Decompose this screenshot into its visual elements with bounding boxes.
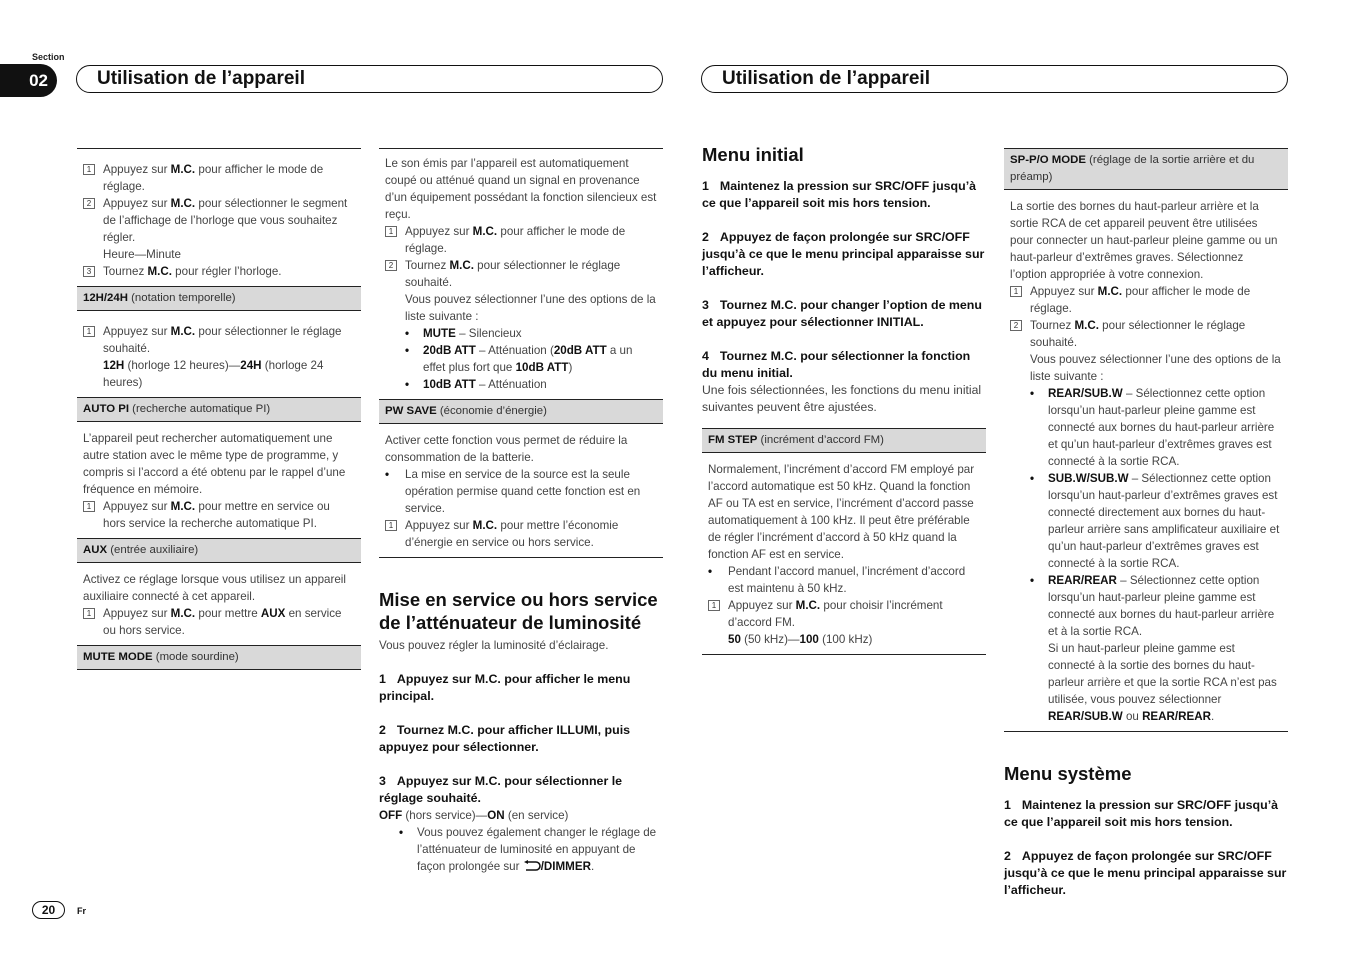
option-value: SUB.W/SUB.W (1048, 472, 1129, 485)
instruction-step (702, 178, 986, 212)
note-text: . (1211, 710, 1215, 723)
column-3 (702, 143, 986, 655)
page-number: 20 (32, 901, 65, 919)
step-text: Appuyez de façon prolongée sur SRC/OFF jusqu’à ce que le menu principal apparaisse sur l’afficheur. (702, 230, 985, 278)
rear-note (1010, 640, 1282, 725)
instruction-step (1004, 848, 1288, 899)
step (83, 195, 355, 246)
setting-box-sp-po-mode (1004, 148, 1288, 190)
option-text: – Sélectionnez cette option lorsqu’un haut-parleur pleine gamme est connecté aux bornes du haut-parleur arrière et à la sortie RCA. (1048, 574, 1275, 638)
step-number: 1 (385, 226, 397, 237)
option-line (379, 807, 663, 824)
right-page-title: Utilisation de l’appareil (701, 65, 1288, 93)
option-text: – Sélectionnez cette option lorsqu’un haut-parleur pleine gamme est connecté aux bornes du haut-parleur arrière et qu’un haut-parleur d’extrêmes graves est connecté à la sortie RCA. (1048, 387, 1275, 468)
list-item: • MUTE – Silencieux (405, 327, 522, 340)
setting-box-12h24h (77, 286, 361, 311)
clock-steps (77, 161, 361, 280)
setting-box-pw-save (379, 399, 663, 424)
step-number: 3 (379, 774, 386, 788)
instruction-step (379, 722, 663, 756)
option-value: 100 (799, 633, 819, 646)
setting-name: AUTO PI (83, 403, 129, 415)
note-text: Vous pouvez également changer le réglage de l’atténuateur de luminosité en appuyant de façon prolongée sur (417, 826, 657, 873)
step-key: M.C. (170, 197, 196, 210)
step-text: pour sélectionner le réglage souhaité. (405, 259, 621, 289)
step-number: 1 (379, 672, 386, 686)
section-label: Section (32, 52, 65, 62)
setting-name: PW SAVE (385, 405, 437, 417)
setting-box-mute-mode (77, 645, 361, 670)
option-value: ON (487, 809, 505, 822)
list-item: • La mise en service de la source est la seule opération permise quand cette fonction est en service. (385, 466, 657, 517)
step (1010, 283, 1282, 317)
option-value: 20dB ATT (423, 344, 476, 357)
button-name: /DIMMER (540, 860, 591, 873)
step-key: M.C. (472, 519, 498, 532)
step-key: M.C. (170, 325, 196, 338)
step-number: 1 (1004, 798, 1011, 812)
step-text: Tournez M.C. pour sélectionner la fonction du menu initial. (702, 349, 971, 380)
step-text: Appuyez sur (103, 197, 171, 210)
instruction-step (702, 229, 986, 280)
step-text: pour régler l’horloge. (171, 265, 282, 278)
option-text: a un effet plus fort que (423, 344, 633, 374)
step-number: 1 (385, 520, 397, 531)
step-text: Appuyez de façon prolongée sur SRC/OFF jusqu’à ce que le menu principal apparaisse sur l’afficheur. (1004, 849, 1287, 897)
bullet-text: La mise en service de la source est la seule opération permise quand cette fonction est en service. (405, 468, 641, 515)
paragraph: Une fois sélectionnées, les fonctions du menu initial suivantes peuvent être ajustées. (702, 383, 982, 414)
step-number: 1 (83, 164, 95, 175)
step-text: Appuyez sur (405, 519, 473, 532)
option-text: (en service) (504, 809, 569, 822)
column-2 (379, 148, 663, 875)
option-text: – Sélectionnez cette option lorsqu’un haut-parleur d’extrêmes graves est connecté directement aux bornes du haut-parleur arrière sans amplificateur auxiliaire et qu’un haut-parleur d’extrêmes graves est connecté à la sortie RCA. (1048, 472, 1280, 570)
paragraph: Le son émis par l’appareil est automatiquement coupé ou atténué quand un signal en provenance d’un équipement possédant la fonction silencieux est reçu. (385, 157, 657, 221)
step-number: 3 (702, 298, 709, 312)
setting-box-aux (77, 538, 361, 563)
instruction-step (379, 773, 663, 807)
step-number: 2 (702, 230, 709, 244)
step-text: Appuyez sur (103, 607, 171, 620)
step-number: 1 (83, 608, 95, 619)
option-text: (100 kHz) (818, 633, 873, 646)
step-text: Appuyez sur (405, 225, 473, 238)
paragraph: Normalement, l’incrément d’accord FM employé par l’accord automatique est 50 kHz. Quand la fonction AF ou TA est en service, l’incrément d’accord passe automatiquement à 100 kHz. Il peut être préférable de régler l’incrément d’accord à 50 kHz quand la fonction AF est en service. (708, 463, 975, 561)
step-text: pour choisir l’incrément d’accord FM. (728, 599, 943, 629)
step-number: 2 (1010, 320, 1022, 331)
step (1010, 317, 1282, 351)
source-button-icon (523, 860, 541, 871)
step-text: Appuyez sur (728, 599, 796, 612)
note-text: Si un haut-parleur pleine gamme est connecté à la sortie des bornes du haut-parleur arrière et que la sortie RCA n’est pas utilisée, vous pouvez sélectionner (1048, 642, 1277, 706)
option-value: 12H (103, 359, 125, 372)
step-text: Appuyez sur (103, 163, 171, 176)
step-key: M.C. (472, 225, 498, 238)
step-number: 2 (379, 723, 386, 737)
setting-box-fm-step (702, 428, 986, 453)
option-line (708, 631, 980, 648)
column-1 (77, 148, 361, 670)
step-key: M.C. (147, 265, 172, 278)
step-text: Tournez (1030, 319, 1075, 332)
instruction-step (702, 348, 986, 382)
system-menu-title: Menu système (1004, 763, 1132, 784)
paragraph: La sortie des bornes du haut-parleur arrière et la sortie RCA de cet appareil peuvent être utilisées pour connecter un haut-parleur pleine gamme ou un haut-parleur d’extrêmes graves. Sélectionnez l’option appropriée à votre connexion. (1010, 200, 1278, 281)
step-number: 3 (83, 266, 95, 277)
list-item: • 10dB ATT – Atténuation (405, 378, 547, 391)
initial-menu-title: Menu initial (702, 144, 804, 165)
step-text: Appuyez sur (1030, 285, 1098, 298)
step-number: 2 (385, 260, 397, 271)
step (83, 498, 355, 532)
step-text: pour sélectionner le réglage souhaité. (1030, 319, 1246, 349)
setting-box-auto-pi (77, 397, 361, 422)
step-text: pour mettre (195, 607, 261, 620)
step (385, 257, 657, 291)
language-label: Fr (77, 906, 86, 916)
setting-desc: (notation temporelle) (127, 292, 236, 304)
option-value: 20dB ATT (553, 344, 607, 357)
note-text: . (590, 860, 595, 873)
list-item: • REAR/REAR – Sélectionnez cette option lorsqu’un haut-parleur pleine gamme est connecté aux bornes du haut-parleur arrière et à la sortie RCA. (1030, 574, 1275, 638)
step-text: pour afficher le mode de réglage. (405, 225, 626, 255)
section-number-tab: 02 (0, 64, 57, 97)
paragraph: L’appareil peut rechercher automatiquement une autre station avec le même type de programme, y compris si l’accord a été obtenu par le rappel d’une fréquence en mémoire. (83, 432, 346, 496)
paragraph: Activer cette fonction vous permet de réduire la consommation de la batterie. (385, 434, 628, 464)
step-text: Maintenez la pression sur SRC/OFF jusqu’à ce que l’appareil soit mis hors tension. (702, 179, 977, 210)
step-number: 1 (83, 326, 95, 337)
step-text: Appuyez sur (103, 500, 171, 513)
step-text: Appuyez sur M.C. pour sélectionner le réglage souhaité. (379, 774, 623, 805)
step (385, 223, 657, 257)
step-number: 2 (1004, 849, 1011, 863)
bullet-text: Pendant l’accord manuel, l’incrément d’accord est maintenu à 50 kHz. (728, 565, 966, 595)
step-text: Tournez M.C. pour afficher ILLUMI, puis appuyez pour sélectionner. (379, 723, 631, 754)
step-number: 1 (702, 179, 709, 193)
option-value: REAR/REAR (1142, 710, 1211, 723)
instruction-step (1004, 797, 1288, 831)
step (83, 323, 355, 357)
option-value: REAR/REAR (1048, 574, 1117, 587)
list-item: • Vous pouvez également changer le réglage de l’atténuateur de luminosité en appuyant de façon prolongée sur /DIMMER. (399, 826, 657, 873)
instruction-step (379, 671, 663, 705)
options-intro: Vous pouvez sélectionner l’une des options de la liste suivante : (405, 293, 656, 323)
step-text: pour mettre en service ou hors service la recherche automatique PI. (103, 500, 330, 530)
step-key: M.C. (1074, 319, 1099, 332)
paragraph: Activez ce réglage lorsque vous utilisez un appareil auxiliaire connecté à cet appareil. (83, 573, 346, 603)
step-text: Appuyez sur M.C. pour afficher le menu principal. (379, 672, 631, 703)
setting-name: AUX (83, 544, 108, 556)
list-item: • SUB.W/SUB.W – Sélectionnez cette option lorsqu’un haut-parleur d’extrêmes graves est connecté directement aux bornes du haut-parleur arrière sans amplificateur auxiliaire et qu’un haut-parleur d’extrêmes graves est connecté à la sortie RCA. (1030, 472, 1280, 570)
option-value: 10dB ATT (515, 361, 569, 374)
dimmer-section-title: Mise en service ou hors service de l’atténuateur de luminosité (379, 589, 658, 633)
setting-name: MUTE MODE (83, 651, 153, 663)
step-text: Tournez M.C. pour changer l’option de menu et appuyez pour sélectionner INITIAL. (702, 298, 982, 329)
step-text: Tournez (405, 259, 450, 272)
option-text: – Silencieux (455, 327, 522, 340)
option-value: 24H (240, 359, 262, 372)
option-value: 50 (728, 633, 741, 646)
step-text: pour sélectionner le réglage souhaité. (103, 325, 342, 355)
option-text: (hors service)— (402, 809, 488, 822)
option-text: (horloge 12 heures)— (124, 359, 241, 372)
step-number: 2 (83, 198, 95, 209)
list-item: • REAR/SUB.W – Sélectionnez cette option lorsqu’un haut-parleur pleine gamme est connecté aux bornes du haut-parleur arrière et qu’un haut-parleur d’extrêmes graves est connecté à la sortie RCA. (1030, 387, 1275, 468)
step-key: M.C. (795, 599, 821, 612)
list-item: • Pendant l’accord manuel, l’incrément d’accord est maintenu à 50 kHz. (708, 563, 980, 597)
options-intro: Vous pouvez sélectionner l’une des options de la liste suivante : (1030, 353, 1281, 383)
step-text: Appuyez sur (103, 325, 171, 338)
option-value: REAR/SUB.W (1048, 387, 1123, 400)
step-key: M.C. (170, 500, 196, 513)
option-text: – Atténuation (475, 378, 547, 391)
option-value: 10dB ATT (423, 378, 476, 391)
step-text: Tournez (103, 265, 148, 278)
setting-name: 12H/24H (83, 292, 128, 304)
setting-desc: (entrée auxiliaire) (107, 544, 199, 556)
step-key: M.C. (170, 163, 196, 176)
step-key: AUX (260, 607, 286, 620)
step-number: 4 (702, 349, 709, 363)
step-text: pour afficher le mode de réglage. (103, 163, 324, 193)
step-text: Maintenez la pression sur SRC/OFF jusqu’à ce que l’appareil soit mis hors tension. (1004, 798, 1279, 829)
note-text: ou (1122, 710, 1143, 723)
option-text: – Atténuation ( (475, 344, 554, 357)
option-text: (horloge 24 heures) (103, 359, 324, 389)
instruction-step (702, 297, 986, 331)
hour-minute: Heure—Minute (103, 248, 181, 261)
setting-desc: (économie d’énergie) (436, 405, 547, 417)
step (83, 605, 355, 639)
step-key: M.C. (449, 259, 474, 272)
step-text: pour afficher le mode de réglage. (1030, 285, 1251, 315)
list-item: • 20dB ATT – Atténuation (20dB ATT a un effet plus fort que 10dB ATT) (405, 344, 633, 374)
option-value: OFF (379, 809, 403, 822)
step-number: 1 (708, 600, 720, 611)
step (83, 263, 355, 280)
step (83, 161, 355, 195)
left-page-title: Utilisation de l’appareil (76, 65, 663, 93)
option-text: (50 kHz)— (740, 633, 800, 646)
option-text: ) (568, 361, 573, 374)
dimmer-intro: Vous pouvez régler la luminosité d’éclairage. (379, 639, 609, 652)
step-number: 1 (83, 501, 95, 512)
step (708, 597, 980, 631)
option-line (83, 357, 355, 391)
setting-desc: (mode sourdine) (152, 651, 239, 663)
setting-desc: (recherche automatique PI) (129, 403, 271, 415)
step-number: 1 (1010, 286, 1022, 297)
column-4 (1004, 148, 1288, 899)
step-text: pour mettre l’économie d’énergie en service ou hors service. (405, 519, 619, 549)
step-text: en service ou hors service. (103, 607, 342, 637)
step-key: M.C. (1097, 285, 1123, 298)
setting-desc: (réglage de la sortie arrière et du préamp) (1010, 154, 1255, 183)
setting-name: FM STEP (708, 434, 758, 446)
step-text: pour sélectionner le segment de l’affichage de l’horloge que vous souhaitez régler. (103, 197, 348, 244)
option-value: REAR/SUB.W (1048, 710, 1123, 723)
setting-name: SP-P/O MODE (1010, 154, 1086, 166)
step (385, 517, 657, 551)
step-key: M.C. (170, 607, 196, 620)
option-value: MUTE (423, 327, 456, 340)
setting-desc: (incrément d’accord FM) (757, 434, 884, 446)
